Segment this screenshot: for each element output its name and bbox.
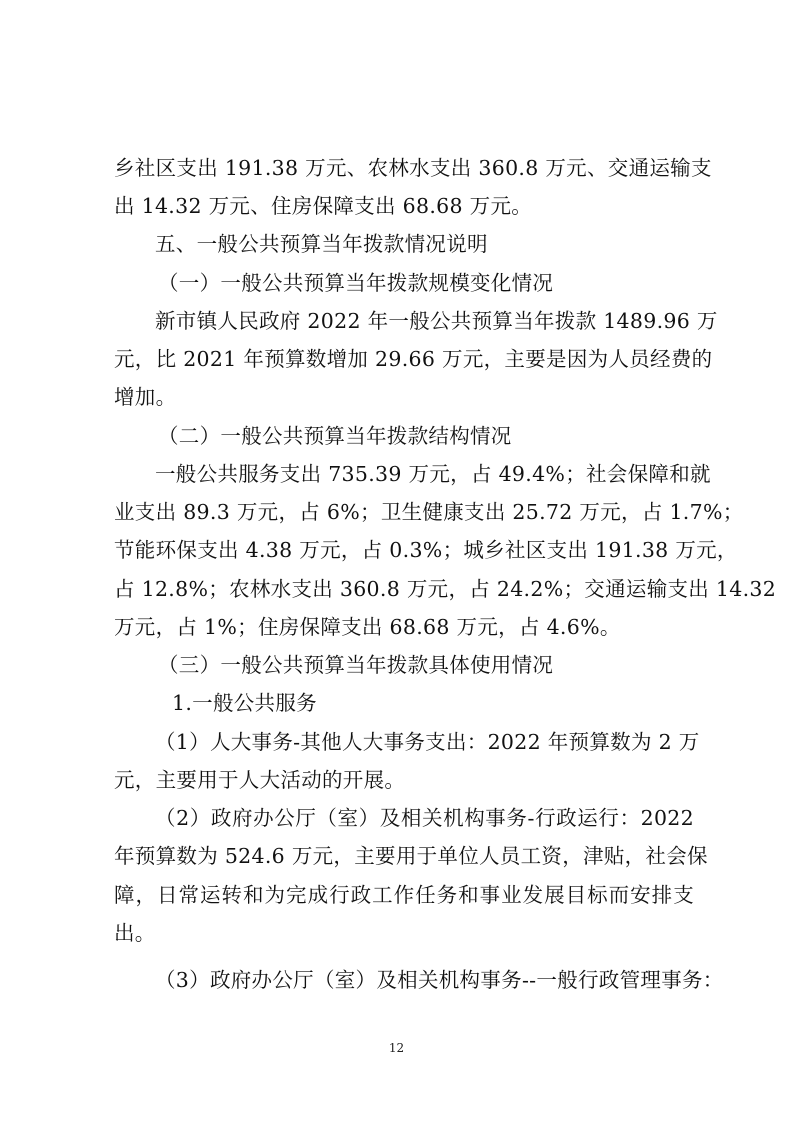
body-text-line: 业支出 89.3 万元，占 6%；卫生健康支出 25.72 万元，占 1.7%； (114, 500, 744, 524)
body-text-line: 障，日常运转和为完成行政工作任务和事业发展目标而安排支 (114, 883, 694, 907)
paragraph-first-line: （1）人大事务-其他人大事务支出：2022 年预算数为 2 万 (155, 730, 700, 754)
body-text-line: 乡社区支出 191.38 万元、农林水支出 360.8 万元、交通运输支 (114, 156, 712, 180)
body-text-line: 万元，占 1%；住房保障支出 68.68 万元，占 4.6%。 (114, 615, 621, 639)
item-heading: 1.一般公共服务 (172, 691, 317, 715)
subsection-heading: （二）一般公共预算当年拨款结构情况 (158, 424, 512, 448)
paragraph-first-line: 新市镇人民政府 2022 年一般公共预算当年拨款 1489.96 万 (155, 309, 718, 333)
body-text-line: 元，主要用于人大活动的开展。 (114, 768, 406, 792)
paragraph-first-line: （2）政府办公厅（室）及相关机构事务-行政运行：2022 (155, 806, 694, 830)
body-text-line: 节能环保支出 4.38 万元，占 0.3%；城乡社区支出 191.38 万元， (114, 538, 738, 562)
subsection-heading: （一）一般公共预算当年拨款规模变化情况 (158, 271, 554, 295)
body-text-line: 年预算数为 524.6 万元，主要用于单位人员工资，津贴，社会保 (114, 844, 708, 868)
subsection-heading: （三）一般公共预算当年拨款具体使用情况 (158, 653, 554, 677)
body-text-line: 增加。 (114, 385, 177, 409)
body-text-line: 元，比 2021 年预算数增加 29.66 万元，主要是因为人员经费的 (114, 347, 713, 371)
page-number: 12 (388, 1041, 405, 1055)
body-text-line: 占 12.8%；农林水支出 360.8 万元，占 24.2%；交通运输支出 14.32 (114, 577, 777, 601)
body-text-line: 出。 (114, 921, 156, 945)
paragraph-first-line: 一般公共服务支出 735.39 万元，占 49.4%；社会保障和就 (155, 462, 711, 486)
body-text-line: 出 14.32 万元、住房保障支出 68.68 万元。 (114, 194, 533, 218)
paragraph-first-line: （3）政府办公厅（室）及相关机构事务--一般行政管理事务： (155, 968, 724, 992)
section-heading: 五、一般公共预算当年拨款情况说明 (155, 232, 488, 256)
